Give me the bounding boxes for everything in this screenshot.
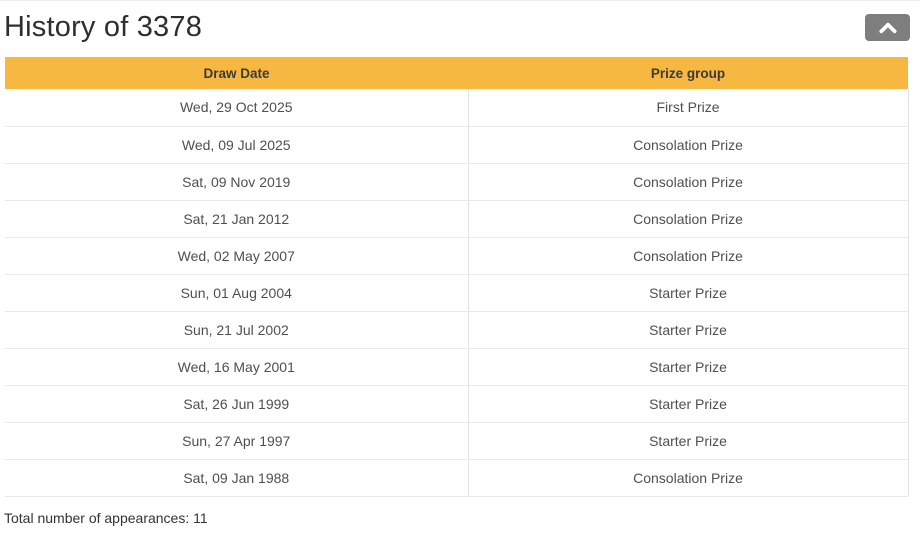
draw-date-cell: Sun, 21 Jul 2002 <box>5 311 468 348</box>
table-row <box>5 200 908 237</box>
column-header-prize-group: Prize group <box>650 65 726 81</box>
table-row <box>5 348 908 385</box>
table-row <box>5 274 908 311</box>
prize-group-cell: Starter Prize <box>468 422 908 459</box>
prize-group-cell: First Prize <box>468 89 908 126</box>
draw-date-cell: Wed, 29 Oct 2025 <box>5 89 468 126</box>
table-body <box>5 89 908 496</box>
prize-group-cell: Starter Prize <box>468 311 908 348</box>
draw-date-cell: Sun, 27 Apr 1997 <box>5 422 468 459</box>
chevron-up-icon <box>878 21 898 35</box>
table-header <box>5 57 908 89</box>
prize-group-cell: Consolation Prize <box>468 163 908 200</box>
prize-group-cell: Starter Prize <box>468 385 908 422</box>
prize-group-cell: Starter Prize <box>468 274 908 311</box>
prize-group-cell: Consolation Prize <box>468 200 908 237</box>
draw-date-cell: Sat, 26 Jun 1999 <box>5 385 468 422</box>
prize-group-cell: Starter Prize <box>468 348 908 385</box>
table-row <box>5 163 908 200</box>
draw-date-cell: Sat, 21 Jan 2012 <box>5 200 468 237</box>
table-header-row <box>5 57 908 89</box>
draw-date-cell: Wed, 16 May 2001 <box>5 348 468 385</box>
table-row <box>5 459 908 496</box>
table-row <box>5 311 908 348</box>
history-table <box>5 57 909 497</box>
table-row <box>5 89 908 126</box>
prize-group-cell: Consolation Prize <box>468 126 908 163</box>
scroll-top-button[interactable] <box>865 14 910 41</box>
draw-date-cell: Sat, 09 Nov 2019 <box>5 163 468 200</box>
table-row <box>5 422 908 459</box>
column-header-draw-date: Draw Date <box>203 65 270 81</box>
page-title: History of 3378 <box>4 11 203 43</box>
draw-date-cell: Wed, 09 Jul 2025 <box>5 126 468 163</box>
draw-date-cell: Sun, 01 Aug 2004 <box>5 274 468 311</box>
table-row <box>5 237 908 274</box>
draw-date-cell: Wed, 02 May 2007 <box>5 237 468 274</box>
topbar <box>0 1 920 57</box>
prize-group-cell: Consolation Prize <box>468 459 908 496</box>
total-appearances-text: Total number of appearances: 11 <box>4 509 208 526</box>
table-row <box>5 126 908 163</box>
table-row <box>5 385 908 422</box>
prize-group-cell: Consolation Prize <box>468 237 908 274</box>
draw-date-cell: Sat, 09 Jan 1988 <box>5 459 468 496</box>
